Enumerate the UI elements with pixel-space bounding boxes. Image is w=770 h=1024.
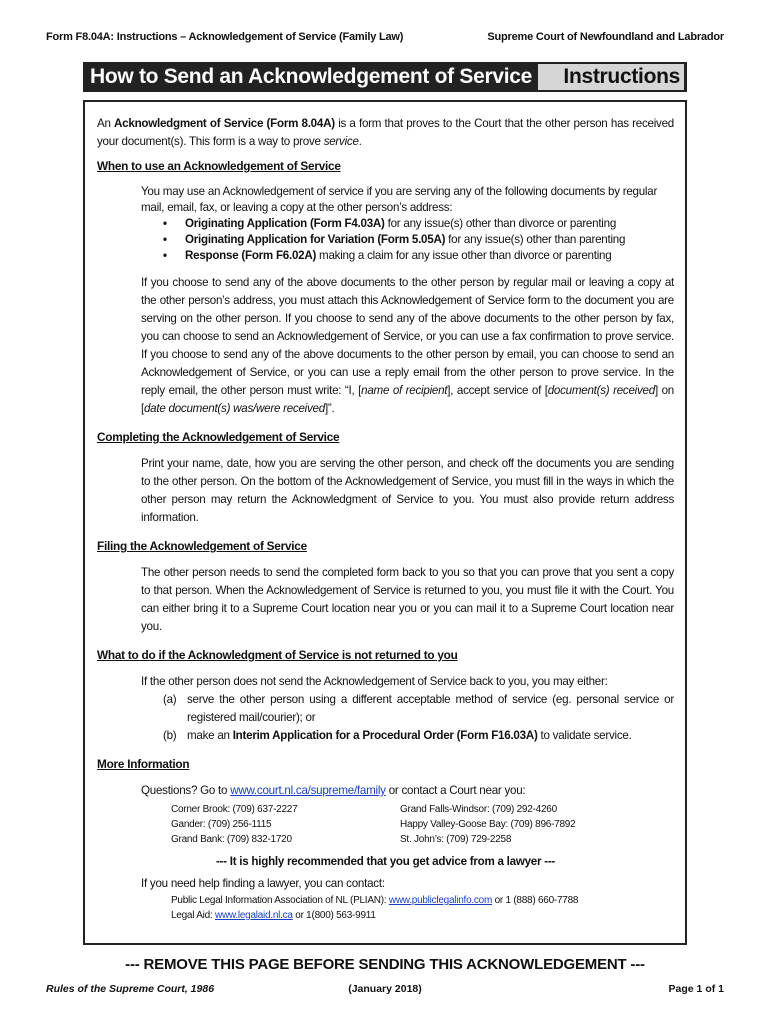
footer-rules: Rules of the Supreme Court, 1986: [46, 983, 215, 995]
lawyer-help-line: If you need help finding a lawyer, you can contact:: [141, 877, 385, 890]
heading-filing: Filing the Acknowledgement of Service: [97, 539, 307, 553]
filing-paragraph: The other person needs to send the completed form back to you so that you can prove that you sent a copy to that person. When the Acknowledgement of Service is returned to you, you must file it with the Court. You can either bring it to a Supreme Court location near you or you can mail it to a Supreme Court location near you.: [141, 566, 674, 633]
service-methods-paragraph: If you choose to send any of the above documents to the other person by regular mail or leaving a copy at the other person’s address, you must attach this Acknowledgement of Service form to the document you are serving on the other person. If you choose to send any of the above documents to the other person by fax, you can choose to send an Acknowledgement of Service, or you can use a fax confirmation to prove service. If you choose to send any of the above documents to the other person by email, you can choose to send an Acknowledgement of Service, or you can use a reply email from the other person to prove service. In the reply email, the other person must write: “I, [name of recipient], accept service of [document(s) received] on [date document(s) was/were received]”.: [141, 276, 674, 415]
court-contact: Corner Brook: (709) 637-2227: [171, 804, 298, 815]
questions-line: Questions? Go to www.court.nl.ca/supreme/family or contact a Court near you:: [141, 784, 526, 797]
heading-not-returned: What to do if the Acknowledgment of Service is not returned to you: [97, 648, 458, 662]
completing-paragraph: Print your name, date, how you are serving the other person, and check off the documents you are sending to the other person. On the bottom of the Acknowledgement of Service, you must fill in the ways in which the other person may return the Acknowledgment of Service to you. You must also provide return address information.: [141, 457, 674, 524]
header-form-title: Form F8.04A: Instructions – Acknowledgement of Service (Family Law): [46, 31, 404, 43]
lawyer-recommendation: --- It is highly recommended that you get advice from a lawyer ---: [215, 855, 556, 868]
intro-paragraph: An Acknowledgment of Service (Form 8.04A) is a form that proves to the Court that the other person has received your document(s). This form is a way to prove service.: [97, 117, 674, 148]
court-contacts: [97, 802, 674, 847]
list-item: • Response (Form F6.02A) making a claim for any issue other than divorce or parenting: [185, 248, 674, 264]
instructions-tag: Instructions: [538, 64, 684, 90]
option-a: (a) serve the other person using a different acceptable method of service (eg. personal service or registered mail/courier); or: [163, 693, 674, 724]
document-list: [97, 216, 674, 264]
not-returned-lead: If the other person does not send the Acknowledgement of Service back to you, you may either:: [141, 675, 608, 688]
option-list: [97, 691, 674, 745]
page-title: How to Send an Acknowledgement of Service: [90, 65, 533, 88]
legal-aid-contact: Legal Aid: www.legalaid.nl.ca or 1(800) 563-9911: [171, 910, 376, 921]
when-lead: You may use an Acknowledgement of service if you are serving any of the following documents by regular mail, email, fax, or leaving a copy at the other person’s address:: [141, 185, 658, 214]
court-contact: Grand Bank: (709) 832-1720: [171, 834, 292, 845]
footer-date: (January 2018): [348, 983, 422, 995]
court-contact: Grand Falls-Windsor: (709) 292-4260: [400, 804, 557, 815]
heading-completing: Completing the Acknowledgement of Service: [97, 430, 340, 444]
option-b: (b) make an Interim Application for a Procedural Order (Form F16.03A) to validate service.: [163, 729, 632, 742]
list-item: • Originating Application for Variation (Form 5.05A) for any issue(s) other than parenting: [185, 232, 674, 248]
heading-when-to-use: When to use an Acknowledgement of Service: [97, 159, 341, 173]
header-court-name: Supreme Court of Newfoundland and Labrador: [487, 31, 724, 43]
remove-page-notice: --- REMOVE THIS PAGE BEFORE SENDING THIS ACKNOWLEDGEMENT ---: [125, 956, 645, 973]
instructions-content: [97, 115, 674, 923]
heading-more-info: More Information: [97, 757, 190, 771]
footer-page-number: Page 1 of 1: [668, 983, 724, 995]
court-website-link[interactable]: www.court.nl.ca/supreme/family: [230, 784, 386, 797]
legal-aid-link[interactable]: www.legalaid.nl.ca: [214, 910, 293, 921]
court-contact: Gander: (709) 256-1115: [171, 819, 272, 830]
plian-link[interactable]: www.publiclegalinfo.com: [388, 895, 493, 906]
list-item: • Originating Application (Form F4.03A) for any issue(s) other than divorce or parenting: [185, 216, 674, 232]
court-contact: Happy Valley-Goose Bay: (709) 896-7892: [400, 819, 576, 830]
plian-contact: Public Legal Information Association of NL (PLIAN): www.publiclegalinfo.com or 1 (888) 660-7788: [171, 895, 579, 906]
court-contact: St. John’s: (709) 729-2258: [400, 834, 512, 845]
